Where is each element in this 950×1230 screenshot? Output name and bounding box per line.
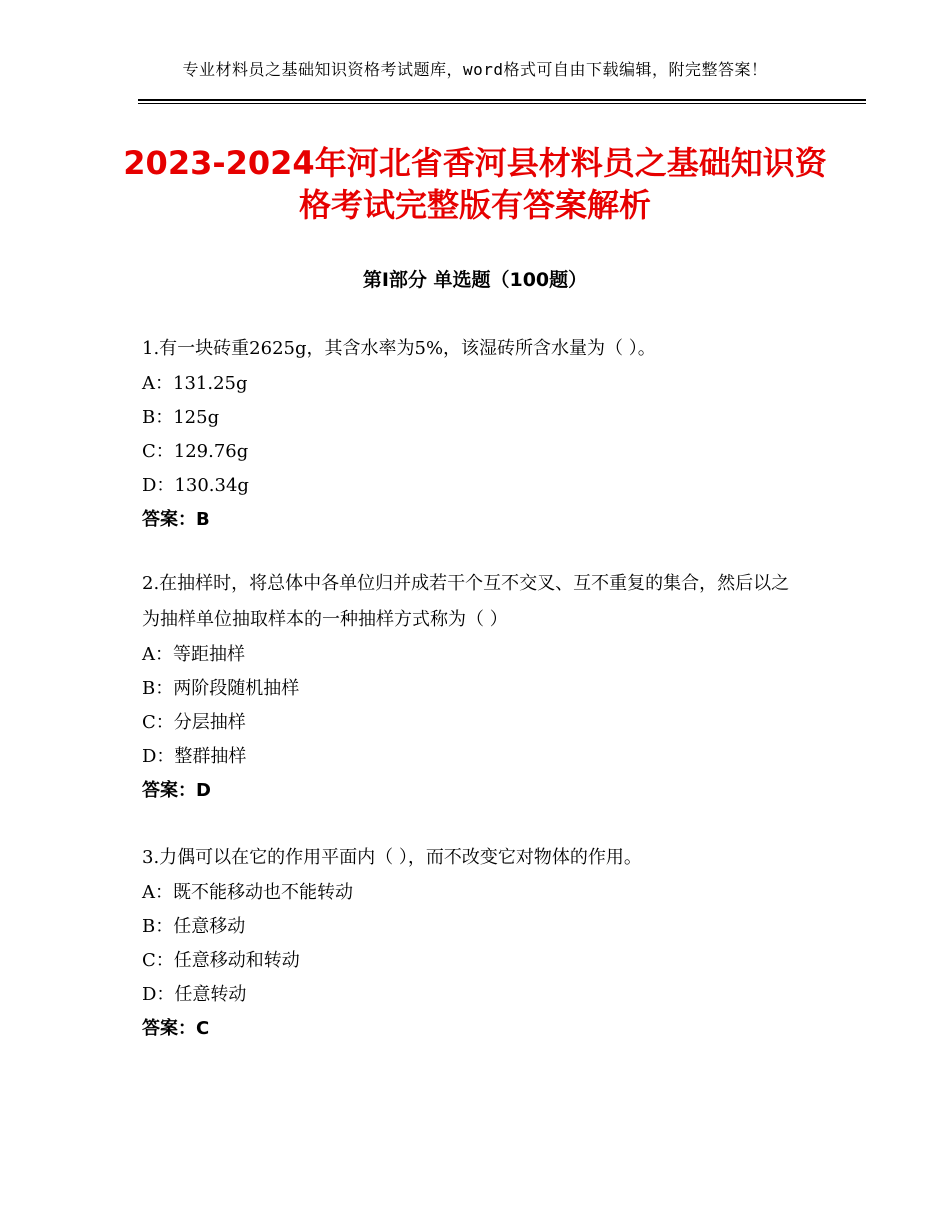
question-stem: 3.力偶可以在它的作用平面内（ ），而不改变它对物体的作用。 <box>142 847 642 868</box>
answer-line: 答案：D <box>142 780 211 801</box>
answer-line: 答案：B <box>142 509 210 530</box>
answer-line: 答案：C <box>142 1018 210 1039</box>
document-header-banner: 专业材料员之基础知识资格考试题库，word格式可自由下载编辑，附完整答案！ <box>182 60 768 79</box>
option-d: D：130.34g <box>142 475 249 496</box>
question-stem: 1.有一块砖重2625g，其含水率为5%，该湿砖所含水量为（ ）。 <box>142 338 656 359</box>
option-b: B：125g <box>142 407 220 428</box>
option-c: C：分层抽样 <box>142 712 246 733</box>
question-stem: 2.在抽样时，将总体中各单位归并成若干个互不交叉、互不重复的集合，然后以之为抽样单位抽取样本的一种抽样方式称为（ ） <box>142 573 790 630</box>
question-3 <box>142 840 802 1046</box>
option-d: D：任意转动 <box>142 984 247 1005</box>
option-a: A：等距抽样 <box>142 644 245 665</box>
question-2 <box>142 566 802 808</box>
option-c: C：129.76g <box>142 441 249 462</box>
option-d: D：整群抽样 <box>142 746 247 767</box>
header-rule-thin <box>138 103 866 104</box>
question-1 <box>142 331 802 537</box>
option-b: B：两阶段随机抽样 <box>142 678 300 699</box>
option-a: A：既不能移动也不能转动 <box>142 882 353 903</box>
header-rule-thick <box>138 99 866 101</box>
section-heading: 第Ⅰ部分 单选题（100题） <box>362 269 588 291</box>
option-b: B：任意移动 <box>142 916 246 937</box>
document-title: 2023-2024年河北省香河县材料员之基础知识资格考试完整版有答案解析 <box>123 144 827 224</box>
option-c: C：任意移动和转动 <box>142 950 300 971</box>
option-a: A：131.25g <box>142 373 248 394</box>
